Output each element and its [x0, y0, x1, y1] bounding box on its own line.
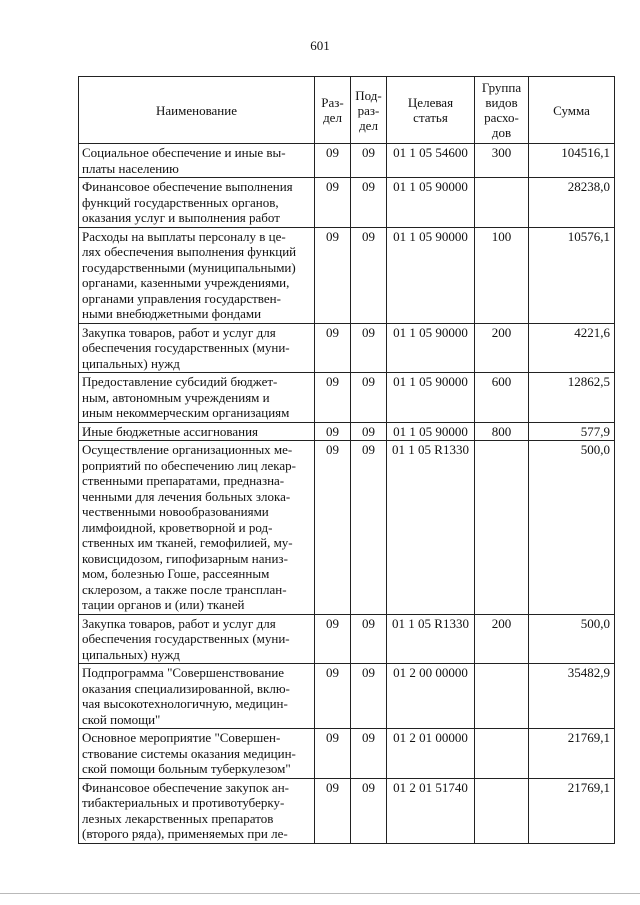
- page-bottom-rule: [0, 893, 640, 894]
- cell-section: 09: [315, 227, 351, 323]
- table-body: [79, 144, 615, 844]
- cell-expense-group: 100: [475, 227, 529, 323]
- table-row: [79, 729, 615, 779]
- table-row: [79, 422, 615, 441]
- table-row: [79, 614, 615, 664]
- cell-name: Расходы на выплаты персоналу в це- лях обеспечения выполнения функций государственными (муниципальными) органами, казенными учреждениями, органами управления государствен- ными внебюджетными фондами: [79, 227, 315, 323]
- cell-subsection: 09: [351, 323, 387, 373]
- cell-name: Финансовое обеспечение выполнения функций государственных органов, оказания услуг и выполнения работ: [79, 178, 315, 228]
- cell-expense-group: [475, 178, 529, 228]
- cell-subsection: 09: [351, 729, 387, 779]
- cell-amount: 28238,0: [529, 178, 615, 228]
- cell-expense-group: [475, 778, 529, 843]
- cell-amount: 500,0: [529, 614, 615, 664]
- cell-amount: 21769,1: [529, 778, 615, 843]
- cell-section: 09: [315, 144, 351, 178]
- page-number: 601: [310, 38, 330, 53]
- cell-name: Основное мероприятие "Совершен- ствование системы оказания медицин- ской помощи больным туберкулезом": [79, 729, 315, 779]
- cell-subsection: 09: [351, 664, 387, 729]
- cell-amount: 10576,1: [529, 227, 615, 323]
- cell-subsection: 09: [351, 144, 387, 178]
- table-header-row: [79, 77, 615, 144]
- table-row: [79, 664, 615, 729]
- cell-expense-group: 300: [475, 144, 529, 178]
- header-amount: Сумма: [529, 77, 615, 144]
- header-section: Раз- дел: [315, 77, 351, 144]
- table-row: [79, 323, 615, 373]
- table-row: [79, 373, 615, 423]
- cell-expense-group: [475, 441, 529, 615]
- cell-name: Подпрограмма "Совершенствование оказания специализированной, вклю- чая высокотехнологичную, медицин- ской помощи": [79, 664, 315, 729]
- header-target-article: Целевая статья: [387, 77, 475, 144]
- cell-expense-group: 200: [475, 614, 529, 664]
- cell-section: 09: [315, 323, 351, 373]
- cell-target-article: 01 1 05 R1330: [387, 614, 475, 664]
- cell-section: 09: [315, 778, 351, 843]
- cell-amount: 21769,1: [529, 729, 615, 779]
- cell-subsection: 09: [351, 778, 387, 843]
- cell-section: 09: [315, 441, 351, 615]
- cell-name: Закупка товаров, работ и услуг для обеспечения государственных (муни- ципальных) нужд: [79, 614, 315, 664]
- cell-target-article: 01 2 01 51740: [387, 778, 475, 843]
- cell-section: 09: [315, 373, 351, 423]
- cell-amount: 577,9: [529, 422, 615, 441]
- cell-target-article: 01 1 05 54600: [387, 144, 475, 178]
- cell-amount: 12862,5: [529, 373, 615, 423]
- cell-subsection: 09: [351, 441, 387, 615]
- cell-amount: 104516,1: [529, 144, 615, 178]
- header-name: Наименование: [79, 77, 315, 144]
- cell-subsection: 09: [351, 373, 387, 423]
- table-row: [79, 144, 615, 178]
- cell-subsection: 09: [351, 227, 387, 323]
- budget-table: [78, 76, 615, 844]
- cell-name: Иные бюджетные ассигнования: [79, 422, 315, 441]
- cell-subsection: 09: [351, 614, 387, 664]
- cell-subsection: 09: [351, 422, 387, 441]
- cell-name: Предоставление субсидий бюджет- ным, автономным учреждениям и иным некоммерческим организациям: [79, 373, 315, 423]
- cell-name: Финансовое обеспечение закупок ан- тибактериальных и противотуберку- лезных лекарственных препаратов (второго ряда), применяемых при ле-: [79, 778, 315, 843]
- cell-expense-group: 600: [475, 373, 529, 423]
- cell-section: 09: [315, 422, 351, 441]
- cell-target-article: 01 1 05 90000: [387, 178, 475, 228]
- cell-section: 09: [315, 729, 351, 779]
- cell-amount: 4221,6: [529, 323, 615, 373]
- cell-target-article: 01 2 00 00000: [387, 664, 475, 729]
- cell-target-article: 01 1 05 R1330: [387, 441, 475, 615]
- cell-name: Осуществление организационных ме- роприятий по обеспечению лиц лекар- ственными препаратами, предназна- ченными для лечения больных злока- чественными новообразованиями лимфоидной, кроветворной и род- ственных им тканей, гемофилией, му- ковисцидозом, гипофизарным наниз- мом, болезнью Гоше, рассеянным склерозом, а также после трансплан- тации органов и (или) тканей: [79, 441, 315, 615]
- cell-expense-group: 800: [475, 422, 529, 441]
- cell-target-article: 01 1 05 90000: [387, 422, 475, 441]
- cell-expense-group: [475, 664, 529, 729]
- cell-subsection: 09: [351, 178, 387, 228]
- table-row: [79, 178, 615, 228]
- table-row: [79, 778, 615, 843]
- cell-name: Закупка товаров, работ и услуг для обеспечения государственных (муни- ципальных) нужд: [79, 323, 315, 373]
- cell-amount: 500,0: [529, 441, 615, 615]
- table-row: [79, 441, 615, 615]
- header-expense-group: Группа видов расхо- дов: [475, 77, 529, 144]
- table-row: [79, 227, 615, 323]
- cell-name: Социальное обеспечение и иные вы- платы населению: [79, 144, 315, 178]
- header-subsection: Под- раз- дел: [351, 77, 387, 144]
- cell-target-article: 01 1 05 90000: [387, 227, 475, 323]
- cell-target-article: 01 1 05 90000: [387, 323, 475, 373]
- cell-expense-group: 200: [475, 323, 529, 373]
- cell-target-article: 01 2 01 00000: [387, 729, 475, 779]
- cell-section: 09: [315, 178, 351, 228]
- cell-target-article: 01 1 05 90000: [387, 373, 475, 423]
- cell-expense-group: [475, 729, 529, 779]
- cell-section: 09: [315, 664, 351, 729]
- cell-section: 09: [315, 614, 351, 664]
- cell-amount: 35482,9: [529, 664, 615, 729]
